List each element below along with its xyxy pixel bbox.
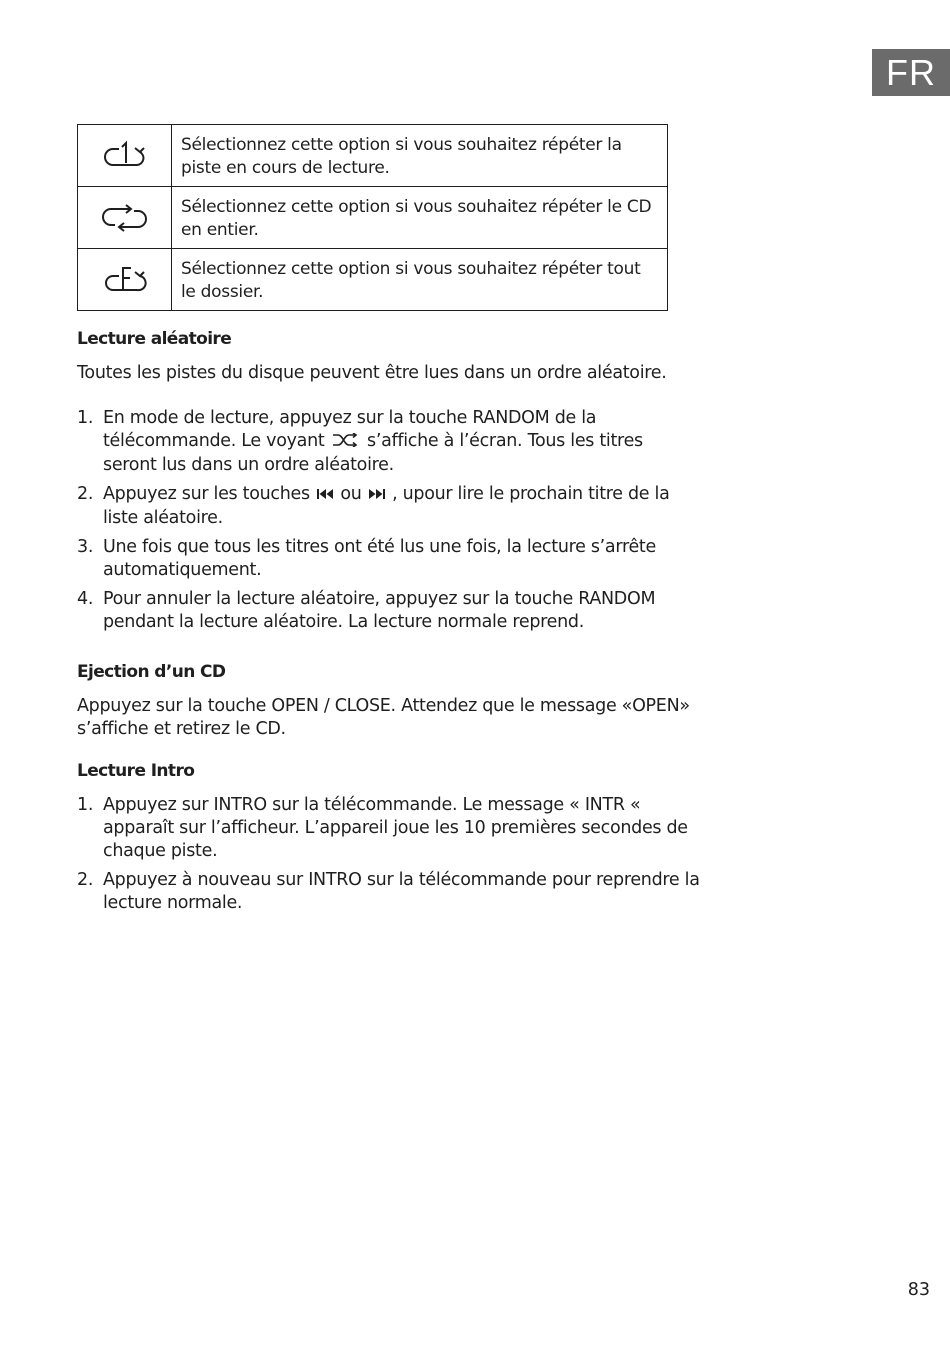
repeat-one-icon	[78, 125, 172, 187]
eject-heading: Ejection d’un CD	[77, 662, 226, 682]
repeat-mode-table	[77, 124, 668, 311]
next-track-icon	[369, 484, 385, 507]
random-heading: Lecture aléatoire	[77, 329, 232, 349]
list-number: 4.	[77, 589, 94, 609]
list-item	[77, 588, 697, 634]
list-item	[77, 794, 702, 863]
step-text: En mode de lecture, appuyez sur la touche RANDOM de la télécommande. Le voyant	[103, 408, 597, 451]
table-row	[78, 249, 668, 311]
list-number: 2.	[77, 870, 94, 890]
eject-text: Appuyez sur la touche OPEN / CLOSE. Attendez que le message «OPEN» s’affiche et retirez le CD.	[77, 696, 690, 739]
step-text: Appuyez à nouveau sur INTRO sur la télécommande pour reprendre la lecture normale.	[103, 870, 700, 913]
list-number: 3.	[77, 537, 94, 557]
step-text: , upour lire le prochain titre de la liste aléatoire.	[103, 484, 670, 528]
language-tab: FR	[872, 49, 950, 96]
intro-heading: Lecture Intro	[77, 761, 195, 781]
page-number: 83	[907, 1280, 930, 1300]
table-row	[78, 125, 668, 187]
step-text: ou	[340, 484, 362, 504]
random-steps	[77, 407, 697, 634]
repeat-one-description: Sélectionnez cette option si vous souhaitez répéter la piste en cours de lecture.	[172, 125, 668, 187]
table-row	[78, 187, 668, 249]
list-number: 2.	[77, 484, 94, 504]
step-text: Appuyez sur INTRO sur la télécommande. Le message « INTR « apparaît sur l’afficheur. L’appareil joue les 10 premières secondes de chaque piste.	[103, 795, 688, 861]
repeat-all-description: Sélectionnez cette option si vous souhaitez répéter le CD en entier.	[172, 187, 668, 249]
list-item	[77, 536, 697, 582]
previous-track-icon	[317, 484, 333, 507]
page-content	[77, 124, 700, 915]
step-text: s’affiche à l’écran. Tous les titres seront lus dans un ordre aléatoire.	[103, 431, 643, 475]
intro-steps	[77, 794, 702, 915]
list-number: 1.	[77, 795, 94, 815]
step-text: Appuyez sur les touches	[103, 484, 310, 504]
repeat-folder-description: Sélectionnez cette option si vous souhaitez répéter tout le dossier.	[172, 249, 668, 311]
shuffle-icon	[332, 431, 360, 454]
list-item	[77, 483, 697, 530]
list-item	[77, 407, 697, 477]
random-intro: Toutes les pistes du disque peuvent être lues dans un ordre aléatoire.	[77, 363, 667, 383]
step-text: Pour annuler la lecture aléatoire, appuyez sur la touche RANDOM pendant la lecture aléatoire. La lecture normale reprend.	[103, 589, 656, 632]
list-number: 1.	[77, 408, 94, 428]
repeat-folder-icon	[78, 249, 172, 311]
step-text: Une fois que tous les titres ont été lus une fois, la lecture s’arrête automatiquement.	[103, 537, 656, 580]
repeat-all-icon	[78, 187, 172, 249]
list-item	[77, 869, 702, 915]
